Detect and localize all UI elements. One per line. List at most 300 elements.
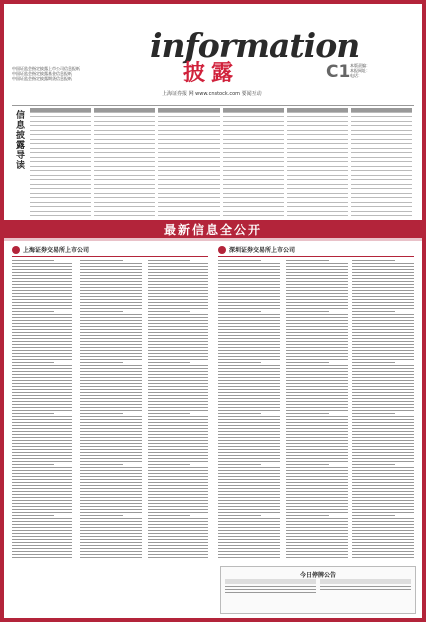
text-line: [12, 437, 72, 438]
text-line: [352, 329, 414, 330]
text-line: [352, 434, 414, 435]
text-line: [352, 353, 414, 354]
text-line: [12, 512, 72, 513]
text-line: [286, 398, 348, 399]
text-line: [286, 359, 348, 360]
text-line: [148, 491, 208, 492]
text-line: [218, 449, 280, 450]
text-line: [12, 284, 72, 285]
text-line: [148, 392, 208, 393]
text-line: [218, 455, 280, 456]
text-line: [286, 557, 348, 558]
text-line: [352, 335, 414, 336]
text-line: [352, 314, 414, 315]
text-line: [80, 341, 142, 342]
text-line: [286, 437, 348, 438]
text-line: [12, 470, 72, 471]
text-line: [148, 374, 208, 375]
text-line: [12, 317, 72, 318]
text-line: [12, 533, 72, 534]
text-line: [352, 455, 414, 456]
text-line: [352, 428, 414, 429]
text-line: [12, 452, 72, 453]
text-line: [148, 347, 208, 348]
text-line: [148, 350, 208, 351]
text-line: [148, 512, 208, 513]
text-line: [80, 326, 142, 327]
text-line: [218, 440, 280, 441]
text-line: [286, 470, 348, 471]
text-line: [218, 263, 280, 264]
text-line: [218, 536, 280, 537]
text-line: [80, 380, 142, 381]
text-line: [80, 317, 142, 318]
text-line: [286, 533, 348, 534]
text-line: [80, 491, 142, 492]
text-line: [286, 389, 348, 390]
text-line: [218, 329, 280, 330]
text-line: [12, 455, 72, 456]
text-line: [218, 428, 280, 429]
text-line: [148, 344, 208, 345]
text-line: [286, 338, 348, 339]
index-column: [94, 108, 155, 234]
text-line: [12, 440, 72, 441]
text-line: [352, 308, 414, 309]
text-line: [80, 332, 142, 333]
text-line: [352, 362, 395, 363]
text-line: [218, 296, 280, 297]
text-line: [12, 314, 72, 315]
text-line: [80, 482, 142, 483]
text-line: [218, 284, 280, 285]
text-line: [218, 266, 280, 267]
text-line: [352, 263, 414, 264]
text-line: [148, 539, 208, 540]
text-line: [218, 542, 280, 543]
text-line: [218, 404, 280, 405]
text-line: [225, 592, 316, 593]
text-line: [148, 290, 208, 291]
text-line: [352, 326, 414, 327]
text-line: [286, 371, 348, 372]
text-line: [352, 509, 414, 510]
text-line: [286, 383, 348, 384]
text-line: [218, 383, 280, 384]
text-line: [148, 311, 190, 312]
text-line: [286, 302, 348, 303]
text-line: [148, 458, 208, 459]
text-line: [12, 548, 72, 549]
notice-title: 今日停牌公告: [299, 572, 336, 579]
text-line: [12, 530, 72, 531]
text-line: [218, 470, 280, 471]
text-line: [12, 524, 72, 525]
text-line: [286, 311, 329, 312]
text-line: [352, 461, 414, 462]
text-line: [286, 455, 348, 456]
text-line: [352, 278, 414, 279]
text-line: [148, 296, 208, 297]
text-line: [80, 293, 142, 294]
text-line: [80, 506, 142, 507]
text-line: [352, 365, 414, 366]
text-line: [286, 368, 348, 369]
text-line: [352, 482, 414, 483]
text-line: [12, 359, 72, 360]
text-line: [80, 392, 142, 393]
text-line: [80, 476, 142, 477]
text-line: [218, 473, 280, 474]
text-line: [148, 479, 208, 480]
text-line: [286, 506, 348, 507]
text-line: [352, 269, 414, 270]
text-line: [352, 545, 414, 546]
text-line: [286, 458, 348, 459]
text-line: [148, 338, 208, 339]
text-line: [352, 416, 414, 417]
text-line: [286, 362, 329, 363]
text-line: [12, 311, 54, 312]
text-line: [148, 287, 208, 288]
text-line: [218, 524, 280, 525]
text-line: [352, 293, 414, 294]
text-line: [12, 521, 72, 522]
text-line: [80, 308, 142, 309]
text-line: [286, 401, 348, 402]
text-line: [80, 311, 123, 312]
text-line: [12, 350, 72, 351]
text-line: [352, 389, 414, 390]
text-line: [80, 371, 142, 372]
text-line: [320, 589, 411, 590]
text-line: [352, 419, 414, 420]
text-line: [12, 404, 72, 405]
text-line: [286, 482, 348, 483]
text-line: [12, 395, 72, 396]
text-line: [80, 458, 142, 459]
text-line: [80, 314, 142, 315]
text-line: [352, 425, 414, 426]
text-line: [12, 392, 72, 393]
text-line: [148, 533, 208, 534]
text-line: [352, 431, 414, 432]
text-line: [148, 557, 208, 558]
text-line: [148, 359, 208, 360]
text-line: [218, 350, 280, 351]
text-line: [148, 554, 208, 555]
text-line: [80, 404, 142, 405]
text-line: [148, 497, 208, 498]
text-line: [286, 329, 348, 330]
text-line: [286, 491, 348, 492]
text-line: [80, 485, 142, 486]
text-line: [286, 464, 329, 465]
text-line: [218, 335, 280, 336]
text-line: [148, 416, 208, 417]
article-column: [80, 260, 142, 560]
text-line: [286, 485, 348, 486]
text-line: [218, 362, 261, 363]
text-line: [352, 272, 414, 273]
text-line: [218, 539, 280, 540]
text-line: [148, 470, 208, 471]
text-line: [12, 302, 72, 303]
text-line: [12, 389, 72, 390]
text-line: [286, 452, 348, 453]
text-line: [352, 452, 414, 453]
text-line: [148, 353, 208, 354]
text-line: [148, 302, 208, 303]
text-line: [12, 290, 72, 291]
text-line: [80, 443, 142, 444]
text-line: [286, 536, 348, 537]
text-line: [148, 545, 208, 546]
text-line: [148, 503, 208, 504]
text-line: [218, 446, 280, 447]
text-line: [12, 320, 72, 321]
text-line: [218, 479, 280, 480]
text-line: [80, 542, 142, 543]
text-line: [352, 290, 414, 291]
text-line: [80, 374, 142, 375]
text-line: [12, 332, 72, 333]
index-table: [30, 108, 412, 234]
text-line: [352, 542, 414, 543]
text-line: [80, 452, 142, 453]
text-line: [352, 494, 414, 495]
text-line: [352, 302, 414, 303]
text-line: [12, 551, 72, 552]
text-line: [218, 395, 280, 396]
text-line: [286, 539, 348, 540]
text-line: [218, 341, 280, 342]
text-line: [352, 347, 414, 348]
text-line: [148, 494, 208, 495]
text-line: [218, 416, 280, 417]
text-line: [218, 305, 280, 306]
text-line: [286, 308, 348, 309]
text-line: [218, 401, 280, 402]
index-column: [158, 108, 219, 234]
text-line: [218, 494, 280, 495]
text-line: [80, 398, 142, 399]
text-line: [218, 275, 280, 276]
text-line: [12, 260, 54, 261]
text-line: [218, 491, 280, 492]
text-line: [218, 398, 280, 399]
text-line: [218, 467, 280, 468]
text-line: [12, 506, 72, 507]
text-line: [148, 362, 190, 363]
text-line: [218, 392, 280, 393]
text-line: [12, 554, 72, 555]
text-line: [80, 470, 142, 471]
text-line: [80, 431, 142, 432]
index-column: [351, 108, 412, 234]
text-line: [352, 512, 414, 513]
text-line: [286, 410, 348, 411]
text-line: [352, 467, 414, 468]
text-line: [148, 425, 208, 426]
text-line: [80, 296, 142, 297]
disclosure-index: [12, 105, 414, 218]
text-line: [218, 437, 280, 438]
text-line: [286, 419, 348, 420]
text-line: [148, 284, 208, 285]
text-line: [12, 434, 72, 435]
text-line: [286, 545, 348, 546]
text-line: [80, 512, 142, 513]
text-line: [12, 377, 72, 378]
masthead-right-line: 本报网址：: [350, 68, 370, 73]
text-line: [286, 527, 348, 528]
text-line: [218, 464, 261, 465]
text-line: [218, 485, 280, 486]
text-line: [12, 362, 54, 363]
text-line: [352, 374, 414, 375]
logo-chinese: 披露: [183, 60, 240, 86]
text-line: [148, 476, 208, 477]
text-line: [352, 554, 414, 555]
text-line: [218, 431, 280, 432]
text-line: [286, 332, 348, 333]
text-line: [352, 476, 414, 477]
text-line: [80, 263, 142, 264]
text-line: [286, 260, 329, 261]
text-line: [148, 449, 208, 450]
section-dot-icon: [218, 246, 226, 254]
text-line: [80, 344, 142, 345]
section-title: 上海证券交易所上市公司: [23, 247, 90, 254]
text-line: [352, 407, 414, 408]
text-line: [12, 353, 72, 354]
text-line: [148, 317, 208, 318]
text-line: [80, 461, 142, 462]
text-line: [148, 521, 208, 522]
text-line: [225, 586, 316, 587]
article-column: [12, 260, 72, 560]
text-line: [80, 347, 142, 348]
text-line: [148, 272, 208, 273]
text-line: [12, 308, 72, 309]
text-line: [80, 497, 142, 498]
text-line: [12, 482, 72, 483]
text-line: [148, 314, 208, 315]
text-line: [286, 272, 348, 273]
text-line: [286, 518, 348, 519]
text-line: [286, 548, 348, 549]
text-line: [148, 422, 208, 423]
section-rule: [218, 256, 414, 257]
notice-columns: [225, 579, 411, 595]
text-line: [80, 362, 123, 363]
text-line: [80, 350, 142, 351]
text-line: [80, 509, 142, 510]
text-line: [286, 488, 348, 489]
text-line: [80, 353, 142, 354]
text-line: [80, 422, 142, 423]
text-line: [148, 434, 208, 435]
text-line: [80, 365, 142, 366]
text-line: [80, 419, 142, 420]
text-line: [148, 398, 208, 399]
text-line: [218, 320, 280, 321]
text-line: [80, 533, 142, 534]
text-line: [12, 488, 72, 489]
text-line: [286, 443, 348, 444]
article-column: [218, 260, 280, 560]
text-line: [80, 551, 142, 552]
text-line: [80, 530, 142, 531]
text-line: [352, 311, 395, 312]
text-line: [352, 344, 414, 345]
text-line: [148, 380, 208, 381]
text-line: [12, 419, 72, 420]
text-line: [148, 446, 208, 447]
text-line: [12, 299, 72, 300]
logo-english: information: [150, 26, 360, 65]
text-line: [148, 341, 208, 342]
text-line: [218, 356, 280, 357]
text-line: [148, 437, 208, 438]
text-line: [80, 287, 142, 288]
text-line: [80, 488, 142, 489]
text-line: [80, 473, 142, 474]
text-line: [148, 305, 208, 306]
text-line: [286, 479, 348, 480]
text-line: [80, 275, 142, 276]
text-line: [12, 380, 72, 381]
index-header-row: [94, 108, 155, 113]
text-line: [218, 500, 280, 501]
section-head-shanghai: [12, 244, 89, 255]
text-line: [218, 554, 280, 555]
text-line: [80, 524, 142, 525]
text-line: [352, 281, 414, 282]
text-line: [148, 467, 208, 468]
section-rule: [12, 256, 208, 257]
text-line: [286, 551, 348, 552]
text-line: [80, 557, 142, 558]
text-line: [80, 329, 142, 330]
text-line: [12, 464, 54, 465]
masthead-left-line: 中国证监会指定披露基金信息报纸: [12, 71, 72, 76]
text-line: [12, 527, 72, 528]
text-line: [148, 275, 208, 276]
index-header-row: [30, 108, 91, 113]
text-line: [352, 323, 414, 324]
page-number: C1: [326, 62, 351, 82]
text-line: [286, 524, 348, 525]
text-line: [12, 446, 72, 447]
text-line: [12, 356, 72, 357]
masthead-left-lines: [12, 66, 152, 81]
text-line: [12, 326, 72, 327]
text-line: [80, 449, 142, 450]
text-line: [218, 323, 280, 324]
text-line: [218, 299, 280, 300]
text-line: [218, 278, 280, 279]
article-column: [148, 260, 208, 560]
text-line: [218, 422, 280, 423]
text-line: [218, 377, 280, 378]
text-line: [218, 452, 280, 453]
text-line: [352, 371, 414, 372]
text-line: [12, 425, 72, 426]
text-line: [148, 551, 208, 552]
text-line: [12, 557, 72, 558]
